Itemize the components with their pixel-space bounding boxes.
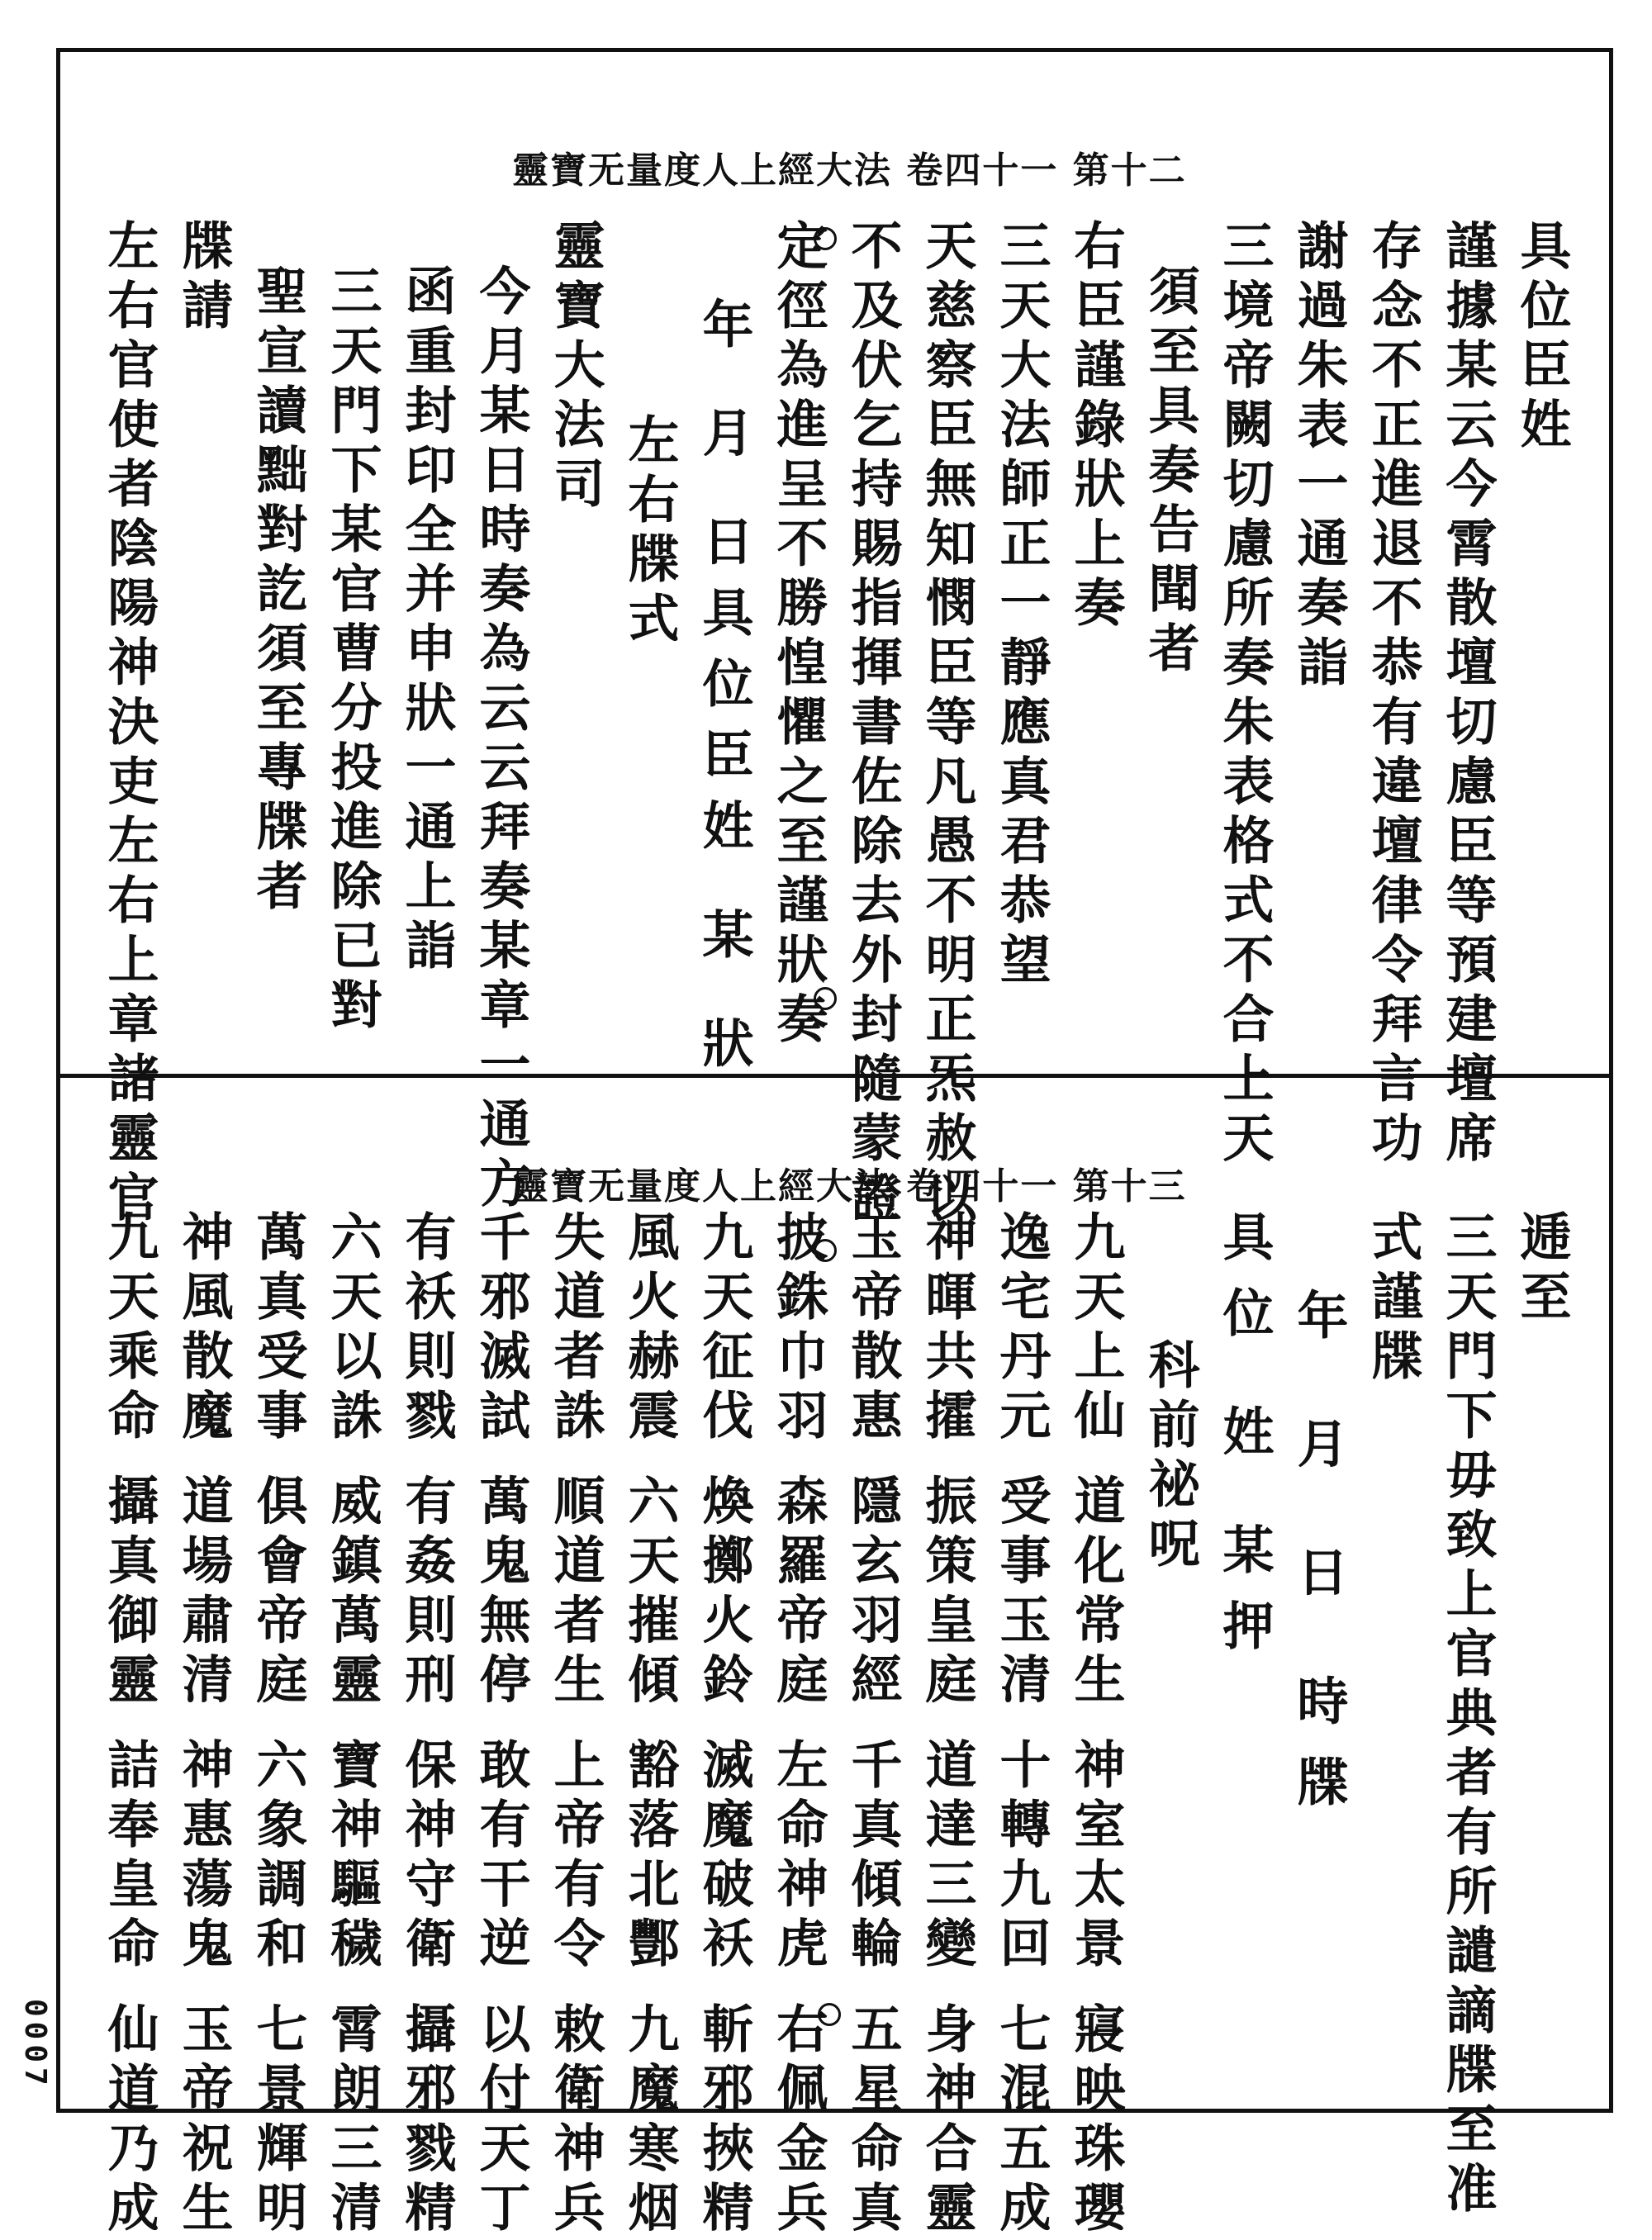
text-column: 定徑為進呈不勝惶懼之至謹狀奏 (768, 219, 828, 1051)
annotation-circle (814, 227, 837, 250)
text-column: 存念不正進退不恭有違壇律令拜言功 (1363, 219, 1423, 1170)
top-running-header: 靈寶无量度人上經大法 卷四十一 第十二 (512, 149, 1187, 192)
page-number: 0007 (18, 1999, 52, 2091)
text-column: 神暉共攉 振策皇庭 道達三變 身神合靈 (917, 1210, 977, 2240)
text-column: 神風散魔 道場肅清 神惠蕩鬼 玉帝祝生 (173, 1210, 234, 2240)
text-column: 謝過朱表一通奏詣 (1289, 219, 1349, 695)
bottom-running-header: 靈寶无量度人上經大法 卷四十一 第十三 (512, 1165, 1187, 1208)
text-column: 謹據某云今霄散壇切慮臣等預建壇席 (1437, 219, 1498, 1170)
text-column: 披銖巾羽 森羅帝庭 左命神虎 右佩金兵 (768, 1210, 828, 2240)
text-column: 三天門下某官曹分投進除已對 (322, 264, 382, 1037)
text-column: 年 月 日 時牒 (1289, 1288, 1349, 1836)
text-column: 九天上仙 道化常生 神室太景 寢映珠瓔 (1066, 1210, 1126, 2240)
text-column: 聖宣讀黜對訖須至專牒者 (248, 264, 308, 918)
text-column: 逸宅丹元 受事玉清 十轉九回 七混五成 (991, 1210, 1051, 2240)
text-column: 今月某日時奏為云云拜奏某章一通方 (471, 264, 531, 1216)
text-column: 三境帝闕切慮所奏朱表格式不合上天 (1214, 219, 1275, 1170)
annotation-circle (814, 987, 837, 1010)
text-column: 須至具奏告聞者 (1140, 264, 1200, 681)
text-column: 有袄則戮 有姦則刑 保神守衛 攝邪戮精 (396, 1210, 457, 2240)
text-column: 右臣謹錄狀上奏 (1066, 219, 1126, 635)
annotation-circle (818, 2003, 841, 2026)
text-column: 年 月 日具位臣姓 某 狀 (694, 297, 754, 1088)
annotation-circle (814, 1239, 837, 1262)
text-column: 風火赫震 六天摧傾 豁落北酆 九魔寒烟 (620, 1210, 680, 2240)
text-column: 科前祕呪 (1140, 1338, 1200, 1576)
text-column: 失道者誅 順道者生 上帝有令 敕衛神兵 (545, 1210, 605, 2240)
text-column: 具位 姓 某押 (1214, 1210, 1275, 1676)
text-column: 三天大法師正一靜應真君恭望 (991, 219, 1051, 992)
text-column: 九天乘命 攝真御靈 詰奉皇命 仙道乃成 (99, 1210, 159, 2240)
text-column: 玉帝散惠 隱玄羽經 千真傾輪 五星命真 (843, 1210, 903, 2240)
text-column: 千邪滅試 萬鬼無停 敢有干逆 以付天丁 (471, 1210, 531, 2240)
text-column: 三天門下毋致上官典者有所譴謫牒至准 (1437, 1210, 1498, 2221)
text-column: 萬真受事 俱會帝庭 六象調和 七景輝明 (248, 1210, 308, 2240)
text-column: 左右官使者陰陽神決吏左右上章諸靈官 (99, 219, 159, 1230)
text-column: 天慈察臣無知憫臣等凡愚不明正炁赦以 (917, 219, 977, 1230)
text-column: 左右牒式 (620, 413, 680, 651)
text-column: 逓至 (1512, 1210, 1572, 1329)
text-column: 六天以誅 威鎮萬靈 寶神驅穢 霄朗三清 (322, 1210, 382, 2240)
text-column: 函重封印全并申狀一通上詣 (396, 264, 457, 978)
text-column: 具位臣姓 (1512, 219, 1572, 457)
text-column: 不及伏乞持賜指揮書佐除去外封隨蒙證 (843, 219, 903, 1230)
text-column: 靈寶大法司 (545, 219, 605, 516)
text-column: 牒請 (173, 219, 234, 338)
text-column: 九天征伐 煥擲火鈴 滅魔破袄 斬邪挾精 (694, 1210, 754, 2240)
text-column: 式謹牒 (1363, 1210, 1423, 1388)
